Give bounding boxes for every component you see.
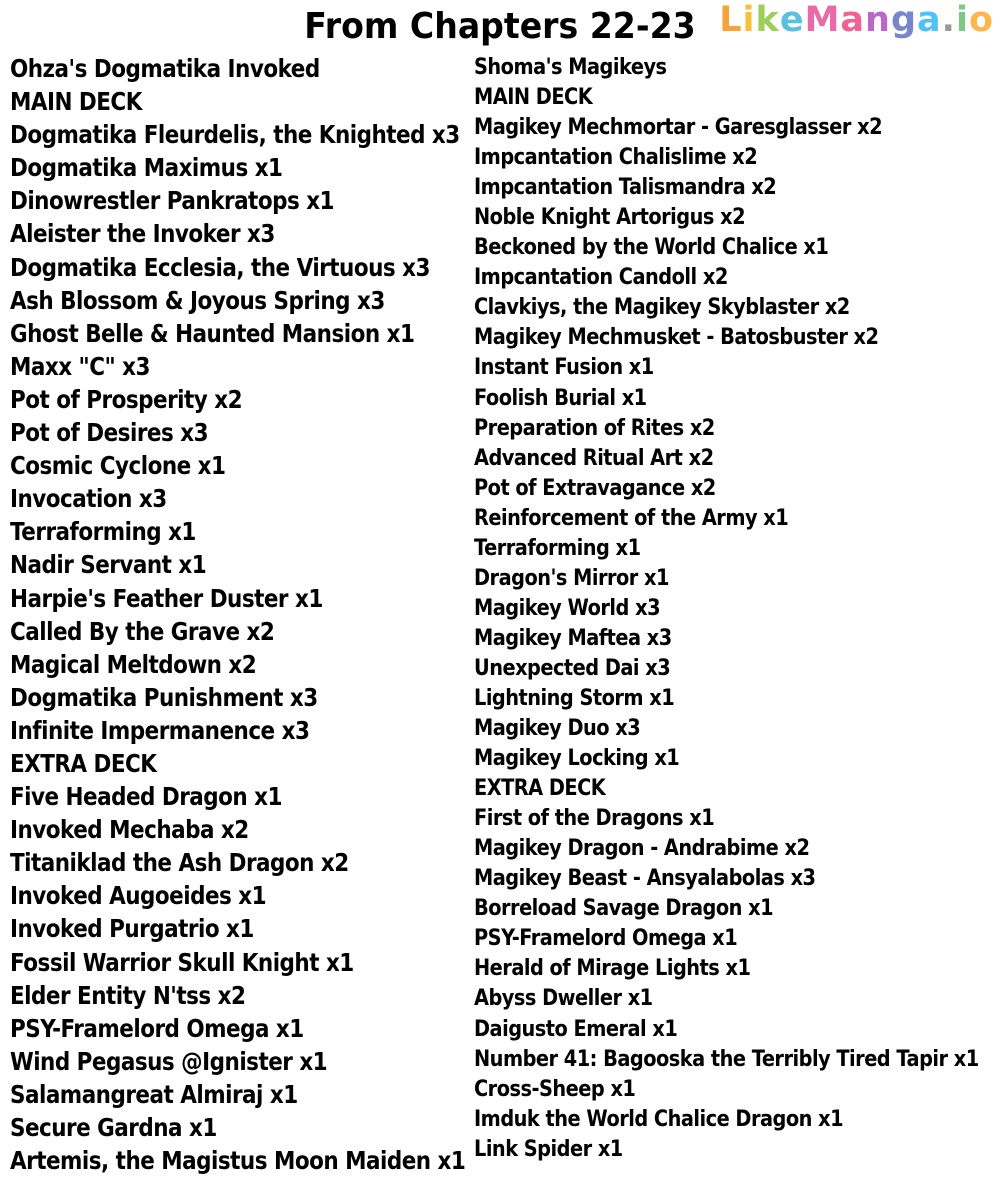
deck-list-text: Salamangreat Almiraj x1 <box>10 1079 298 1109</box>
deck-list-line <box>10 747 539 780</box>
deck-list-line <box>10 1111 539 1144</box>
deck-list-line <box>10 515 539 548</box>
deck-list-line <box>474 863 1000 893</box>
watermark-letter: e <box>779 0 805 40</box>
deck-list-text: Harpie's Feather Duster x1 <box>10 583 323 613</box>
deck-list-line <box>474 893 1000 923</box>
deck-list-line <box>10 151 539 184</box>
deck-list-text: Cosmic Cyclone x1 <box>10 451 226 481</box>
deck-list-text: Link Spider x1 <box>474 1135 623 1162</box>
deck-list-line <box>10 416 539 449</box>
deck-list-line <box>10 184 539 217</box>
deck-list-line <box>10 912 539 945</box>
deck-list-line <box>10 879 539 912</box>
deck-list-text: Instant Fusion x1 <box>474 354 654 381</box>
deck-list-text: Fossil Warrior Skull Knight x1 <box>10 947 354 977</box>
deck-list-line <box>474 503 1000 533</box>
deck-list-text: Ash Blossom & Joyous Spring x3 <box>10 285 385 315</box>
deck-list-line <box>10 118 539 151</box>
deck-list-line <box>474 1104 1000 1134</box>
deck-list-text: Secure Gardna x1 <box>10 1113 217 1142</box>
deck-list-line <box>10 714 539 747</box>
deck-list-text: Terraforming x1 <box>10 517 196 547</box>
deck-list-text: Reinforcement of the Army x1 <box>474 504 789 531</box>
deck-list-line <box>474 833 1000 863</box>
deck-list-text: Cross-Sheep x1 <box>474 1075 636 1102</box>
deck-list-text: Magikey World x3 <box>474 594 661 621</box>
deck-list-text: Beckoned by the World Chalice x1 <box>474 234 829 261</box>
deck-list-text: Dogmatika Ecclesia, the Virtuous x3 <box>10 252 430 282</box>
deck-list-line <box>474 743 1000 773</box>
deck-list-line <box>474 1074 1000 1104</box>
deck-list-line <box>474 292 1000 322</box>
deck-list-line <box>474 473 1000 503</box>
deck-list-text: Invoked Mechaba x2 <box>10 815 249 845</box>
deck-list-line <box>10 449 539 482</box>
deck-list-text: Invoked Purgatrio x1 <box>10 914 254 944</box>
deck-list-text: Pot of Extravagance x2 <box>474 474 716 501</box>
deck-list-text: PSY-Framelord Omega x1 <box>474 925 738 952</box>
deck-list-text: EXTRA DECK <box>10 748 157 778</box>
deck-list-line <box>10 548 539 581</box>
deck-list-text: Nadir Servant x1 <box>10 550 207 580</box>
deck-list-text: Pot of Desires x3 <box>10 418 209 448</box>
deck-list-text: Abyss Dweller x1 <box>474 985 653 1012</box>
deck-list-line <box>474 683 1000 713</box>
deck-list-line <box>474 563 1000 593</box>
watermark-letter: o <box>968 0 994 40</box>
deck-list-text: EXTRA DECK <box>474 775 606 802</box>
deck-list-text: Titaniklad the Ash Dragon x2 <box>10 848 349 878</box>
deck-list-text: Elder Entity N'tss x2 <box>10 980 246 1010</box>
deck-list-text: Pot of Prosperity x2 <box>10 384 243 414</box>
deck-list-text: Borreload Savage Dragon x1 <box>474 895 774 922</box>
deck-list-line <box>474 803 1000 833</box>
deck-list-line <box>474 413 1000 443</box>
watermark-letter: g <box>890 0 918 40</box>
deck-list-line <box>474 1044 1000 1074</box>
deck-list-text: Aleister the Invoker x3 <box>10 219 275 249</box>
deck-list-line <box>474 112 1000 142</box>
page-title: From Chapters 22-23 <box>304 6 696 47</box>
deck-list-text: Impcantation Chalislime x2 <box>474 144 758 171</box>
site-watermark <box>719 0 994 40</box>
deck-list-line <box>10 1012 539 1045</box>
deck-list-line <box>474 262 1000 292</box>
deck-list-line <box>10 52 539 85</box>
watermark-letter: M <box>804 0 841 40</box>
deck-list-line <box>10 251 539 284</box>
deck-list-line <box>474 202 1000 232</box>
deck-list-line <box>10 1144 539 1177</box>
deck-list-line <box>474 923 1000 953</box>
deck-list-text: Foolish Burial x1 <box>474 384 647 411</box>
deck-list-text: Ohza's Dogmatika Invoked <box>10 54 320 83</box>
deck-list-text: Number 41: Bagooska the Terribly Tired Tapir x1 <box>474 1045 979 1072</box>
deck-list-text: Magikey Mechmortar - Garesglasser x2 <box>474 114 883 141</box>
deck-list-text: Dogmatika Punishment x3 <box>10 682 318 712</box>
deck-list-line <box>474 653 1000 683</box>
deck-list-text: Magikey Locking x1 <box>474 745 680 772</box>
deck-list-line <box>474 1014 1000 1044</box>
deck-list-text: Unexpected Dai x3 <box>474 654 671 681</box>
deck-list-text: Ghost Belle & Haunted Mansion x1 <box>10 318 415 348</box>
deck-list-text: Dogmatika Maximus x1 <box>10 153 283 183</box>
deck-list-text: Artemis, the Magistus Moon Maiden x1 <box>10 1146 466 1176</box>
deck-list-text: Dinowrestler Pankratops x1 <box>10 186 334 216</box>
deck-list-line <box>474 593 1000 623</box>
deck-list-text: MAIN DECK <box>474 84 593 111</box>
deck-list-text: Dogmatika Fleurdelis, the Knighted x3 <box>10 120 460 150</box>
deck-list-line <box>474 623 1000 653</box>
deck-list-text: Noble Knight Artorigus x2 <box>474 204 746 231</box>
deck-list-text: Clavkiys, the Magikey Skyblaster x2 <box>474 294 850 321</box>
deck-list-text: Preparation of Rites x2 <box>474 414 715 441</box>
deck-list-text: Dragon's Mirror x1 <box>474 564 669 591</box>
left-decklist <box>10 52 539 1177</box>
right-decklist <box>474 52 1000 1164</box>
deck-list-line <box>474 1134 1000 1164</box>
deck-list-line <box>10 813 539 846</box>
deck-list-line <box>10 615 539 648</box>
deck-list-text: Wind Pegasus @Ignister x1 <box>10 1046 328 1076</box>
deck-list-line <box>10 582 539 615</box>
deck-list-line <box>474 443 1000 473</box>
watermark-letter: . <box>941 0 956 40</box>
deck-list-text: Lightning Storm x1 <box>474 684 675 711</box>
deck-list-text: Impcantation Talismandra x2 <box>474 174 777 201</box>
deck-list-line <box>10 648 539 681</box>
deck-list-line <box>10 482 539 515</box>
deck-list-text: Magical Meltdown x2 <box>10 649 257 679</box>
deck-list-line <box>474 322 1000 352</box>
watermark-letter: i <box>955 0 969 40</box>
deck-list-line <box>474 533 1000 563</box>
deck-list-line <box>10 1078 539 1111</box>
deck-list-line <box>10 284 539 317</box>
deck-list-text: Imduk the World Chalice Dragon x1 <box>474 1105 844 1132</box>
watermark-letter: k <box>755 0 780 40</box>
deck-list-line <box>10 383 539 416</box>
deck-list-line <box>474 773 1000 803</box>
deck-list-line <box>474 352 1000 382</box>
deck-list-line <box>474 983 1000 1013</box>
watermark-letter: L <box>719 0 743 40</box>
watermark-letter: n <box>865 0 891 40</box>
deck-list-text: Maxx "C" x3 <box>10 351 150 381</box>
deck-list-text: Magikey Beast - Ansyalabolas x3 <box>474 865 816 892</box>
deck-list-text: Invoked Augoeides x1 <box>10 881 267 911</box>
deck-list-line <box>10 217 539 250</box>
deck-list-text: MAIN DECK <box>10 87 142 117</box>
deck-list-text: Shoma's Magikeys <box>474 54 667 80</box>
deck-list-line <box>10 350 539 383</box>
watermark-letter: a <box>917 0 942 40</box>
deck-list-text: Magikey Maftea x3 <box>474 624 672 651</box>
deck-list-line <box>10 780 539 813</box>
deck-list-text: Magikey Dragon - Andrabime x2 <box>474 835 810 862</box>
deck-list-line <box>10 979 539 1012</box>
deck-list-text: Five Headed Dragon x1 <box>10 782 282 812</box>
deck-list-line <box>474 713 1000 743</box>
deck-list-text: Magikey Duo x3 <box>474 715 641 742</box>
deck-list-line <box>10 846 539 879</box>
deck-list-line <box>474 172 1000 202</box>
deck-list-line <box>10 946 539 979</box>
deck-list-line <box>474 383 1000 413</box>
deck-list-line <box>474 82 1000 112</box>
deck-list-text: Magikey Mechmusket - Batosbuster x2 <box>474 324 879 351</box>
deck-list-text: Herald of Mirage Lights x1 <box>474 955 751 982</box>
deck-list-text: Terraforming x1 <box>474 534 641 561</box>
deck-list-line <box>10 681 539 714</box>
deck-list-line <box>474 52 1000 82</box>
deck-list-text: Impcantation Candoll x2 <box>474 264 728 291</box>
deck-list-line <box>474 142 1000 172</box>
deck-list-line <box>10 317 539 350</box>
deck-list-line <box>474 953 1000 983</box>
deck-list-text: PSY-Framelord Omega x1 <box>10 1013 304 1043</box>
deck-list-text: Infinite Impermanence x3 <box>10 715 310 745</box>
deck-list-line <box>10 1045 539 1078</box>
deck-list-text: Invocation x3 <box>10 484 167 514</box>
deck-list-line <box>474 232 1000 262</box>
deck-list-text: Daigusto Emeral x1 <box>474 1015 678 1042</box>
deck-list-text: First of the Dragons x1 <box>474 805 715 832</box>
watermark-letter: i <box>742 0 756 40</box>
deck-list-line <box>10 85 539 118</box>
watermark-letter: a <box>840 0 866 40</box>
deck-list-text: Advanced Ritual Art x2 <box>474 444 714 471</box>
deck-list-text: Called By the Grave x2 <box>10 616 275 646</box>
